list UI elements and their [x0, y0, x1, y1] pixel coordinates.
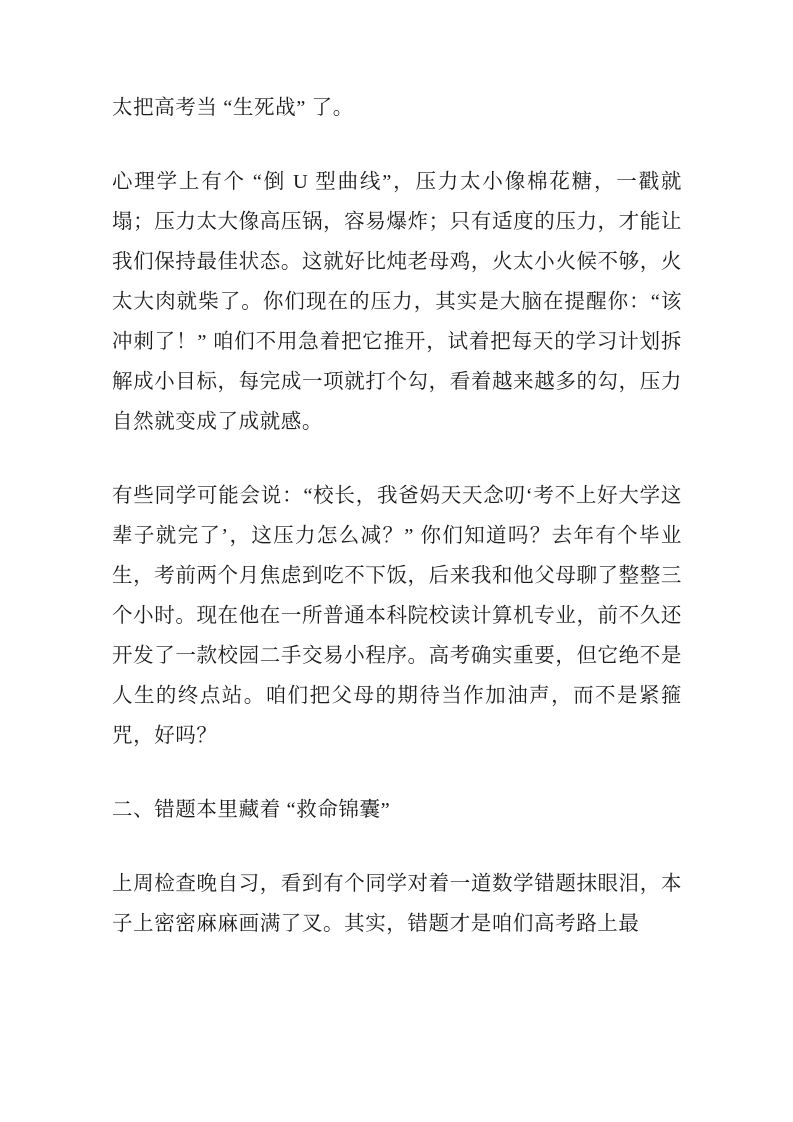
section-heading-2: 二、错题本里藏着 “救命锦囊” [112, 799, 391, 821]
paragraph-2: 心理学上有个 “倒 U 型曲线”，压力太小像棉花糖，一戳就塌；压力太大像高压锅，容易爆炸；只有适度的压力，才能让我们保持最佳状态。这就好比炖老母鸡，火太小火候不够，火太大肉就柴了。你们现在的压力，其实是大脑在提醒你：“该冲刺了！” 咱们不用急着把它推开，试着把每天的学习计划拆解成小目标，每完成一项就打个勾，看着越来越多的勾，压力自然就变成了成就感。 [112, 171, 682, 433]
paragraph-3: 有些同学可能会说：“校长，我爸妈天天念叨‘考不上好大学这辈子就完了’，这压力怎么减？” 你们知道吗？去年有个毕业生，考前两个月焦虑到吃不下饭，后来我和他父母聊了整整三个小时。现在他在一所普通本科院校读计算机专业，前不久还开发了一款校园二手交易小程序。高考确实重要，但它绝不是人生的终点站。咱们把父母的期待当作加油声，而不是紧箍咒，好吗？ [112, 485, 682, 747]
document-body [112, 88, 682, 944]
paragraph-5: 上周检查晚自习，看到有个同学对着一道数学错题抹眼泪，本子上密密麻麻画满了叉。其实，错题才是咱们高考路上最 [112, 873, 682, 935]
paragraph-1: 太把高考当 “生死战” 了。 [112, 97, 354, 119]
